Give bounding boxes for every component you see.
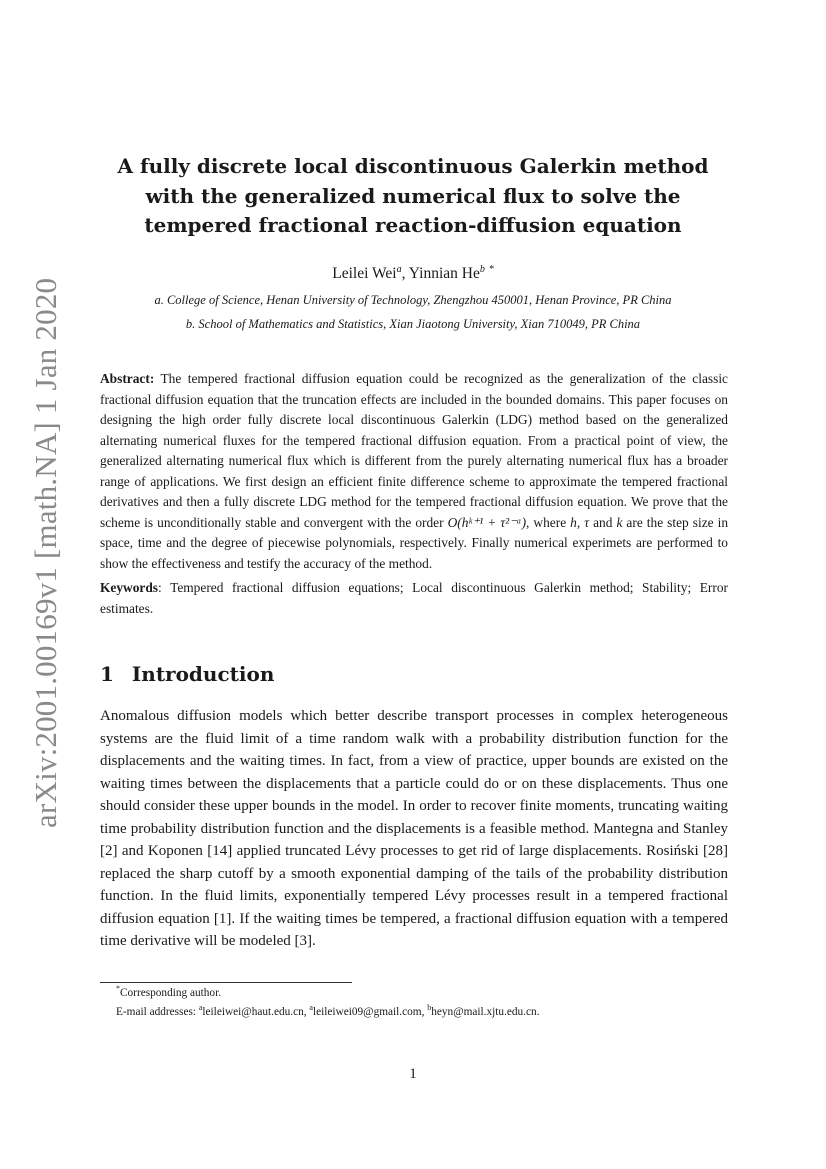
author-separator: , <box>401 265 409 283</box>
arxiv-identifier: arXiv:2001.00169v1 [math.NA] 1 Jan 2020 <box>28 277 63 828</box>
math-order: O(hᵏ⁺¹ + τ²⁻ᵅ) <box>447 514 527 530</box>
author-name: Yinnian He <box>408 265 480 283</box>
email-marker: b <box>427 1003 432 1012</box>
keywords-text: : Tempered fractional diffusion equations; Local discontinuous Galerkin method; Stability; Error estimates. <box>100 580 728 616</box>
math-var-k: k <box>616 514 623 530</box>
footnote-emails <box>116 1003 540 1018</box>
affiliation-b: b. School of Mathematics and Statistics, Xian Jiaotong University, Xian 710049, PR China <box>185 317 641 331</box>
footnote-corresponding <box>116 984 221 999</box>
footnote-marker: * <box>116 984 120 993</box>
email-address: heyn@mail.xjtu.edu.cn. <box>431 1005 540 1018</box>
abstract-paragraph <box>100 369 728 574</box>
introduction-paragraph: Anomalous diffusion models which better describe transport processes in complex heterogeneous systems are the fluid limit of a time random walk with a probability distribution function for the displacements and the waiting times. In fact, from a view of practice, upper bounds are existed on the waiting times between the displacements that a particle could do or on these displacements. Thus one should consider these upper bounds in the model. In order to recover finite moments, truncating waiting time probability distribution function and the displacements is a feasible method. Mantegna and Stanley [2] and Koponen [14] applied truncated Lévy processes to get rid of large displacements. Rosiński [28] replaced the sharp cutoff by a smooth exponential damping of the tails of the probability distribution function. In the fluid limits, exponentially tempered Lévy processes result in a tempered fractional diffusion equation [1]. If the waiting times be tempered, a fractional diffusion equation with a tempered time derivative will be modeled [3]. <box>100 708 728 949</box>
affiliation-a: a. College of Science, Henan University of Technology, Zhengzhou 450001, Henan Province, PR China <box>154 293 672 307</box>
footnote-rule <box>100 982 352 983</box>
keywords-paragraph <box>100 578 728 619</box>
keywords-label: Keywords <box>100 580 159 595</box>
paper-title: A fully discrete local discontinuous Galerkin method with the generalized numerical flux to solve the tempered fractional reaction-diffusion equation <box>117 154 709 237</box>
email-address: leileiwei09@gmail.com, <box>312 1005 428 1018</box>
abstract-text: and <box>589 514 617 530</box>
author-line <box>100 264 726 283</box>
email-label: E-mail addresses: <box>116 1005 199 1018</box>
section-title: Introduction <box>131 662 275 686</box>
math-vars: h, τ <box>570 514 590 530</box>
abstract-text: are the step size in space, time and the degree of piecewise polynomials, respectively. Finally numerical experimets are performed to show the effectiveness and testify the accuracy of the method. <box>100 514 729 571</box>
email-marker: a <box>198 1003 203 1012</box>
section-number: 1 <box>100 662 114 686</box>
abstract-text: , where <box>526 514 571 530</box>
footnote-text: Corresponding author. <box>120 986 222 999</box>
email-marker: a <box>309 1003 313 1012</box>
section-heading <box>100 662 274 686</box>
email-address: leileiwei@haut.edu.cn, <box>202 1005 310 1018</box>
author-name: Leilei Wei <box>332 265 397 283</box>
affiliation-marker: b <box>479 264 485 275</box>
abstract-label: Abstract: <box>100 371 155 386</box>
page-number: 1 <box>409 1066 417 1082</box>
affiliation-marker: a <box>396 264 402 275</box>
abstract-block <box>100 369 728 619</box>
abstract-text: The tempered fractional diffusion equation could be recognized as the generalization of the classic fractional diffusion equation that the truncation effects are included in the bounded domains. This paper focuses on designing the high order fully discrete local discontinuous Galerkin (LDG) method based on the generalized alternating numerical fluxes for the tempered fractional diffusion equation. From a practical point of view, the generalized alternating numerical flux which is different from the purely alternating numerical flux has a broader range of applications. We first design an efficient finite difference scheme to approximate the tempered fractional derivatives and then a fully discrete LDG method for the tempered fractional diffusion equation. We prove that the scheme is unconditionally stable and convergent with the order <box>100 371 729 530</box>
corresponding-marker: * <box>488 264 494 275</box>
